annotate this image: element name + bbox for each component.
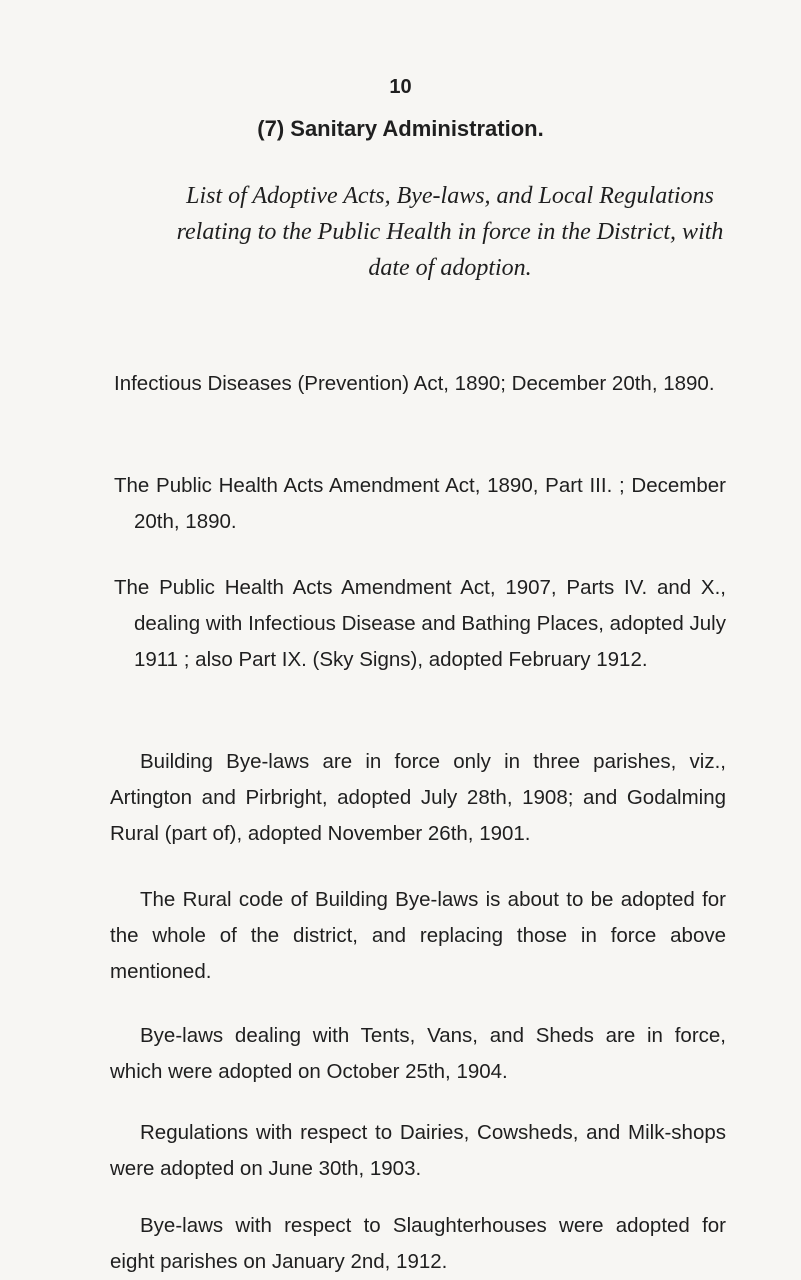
page-number: 10 bbox=[389, 76, 412, 98]
paragraph-public-health-1890: The Public Health Acts Amendment Act, 1890, Part III. ; December 20th, 1890. bbox=[114, 474, 726, 533]
section-title: (7) Sanitary Administration. bbox=[257, 116, 544, 141]
paragraph-tents-vans-sheds: Bye-laws dealing with Tents, Vans, and Sheds are in force, which were adopted on October 25th, 1904. bbox=[110, 1024, 726, 1083]
subtitle: List of Adoptive Acts, Bye-laws, and Local Regulations relating to the Public Health in force in the District, with date of adoption. bbox=[176, 183, 724, 281]
paragraph-slaughterhouses: Bye-laws with respect to Slaughterhouses were adopted for eight parishes on January 2nd, 1912. bbox=[110, 1214, 726, 1273]
paragraph-dairies-cowsheds: Regulations with respect to Dairies, Cowsheds, and Milk-shops were adopted on June 30th, 1903. bbox=[110, 1121, 726, 1180]
paragraph-infectious-diseases-act: Infectious Diseases (Prevention) Act, 1890; December 20th, 1890. bbox=[114, 372, 715, 395]
paragraph-public-health-1907: The Public Health Acts Amendment Act, 1907, Parts IV. and X., dealing with Infectious Disease and Bathing Places, adopted July 1911 ; also Part IX. (Sky Signs), adopted February 1912. bbox=[114, 576, 726, 671]
paragraph-rural-code: The Rural code of Building Bye-laws is about to be adopted for the whole of the district, and replacing those in force above mentioned. bbox=[110, 888, 726, 983]
paragraph-building-bye-laws: Building Bye-laws are in force only in three parishes, viz., Artington and Pirbright, adopted July 28th, 1908; and Godalming Rural (part of), adopted November 26th, 1901. bbox=[110, 750, 726, 845]
